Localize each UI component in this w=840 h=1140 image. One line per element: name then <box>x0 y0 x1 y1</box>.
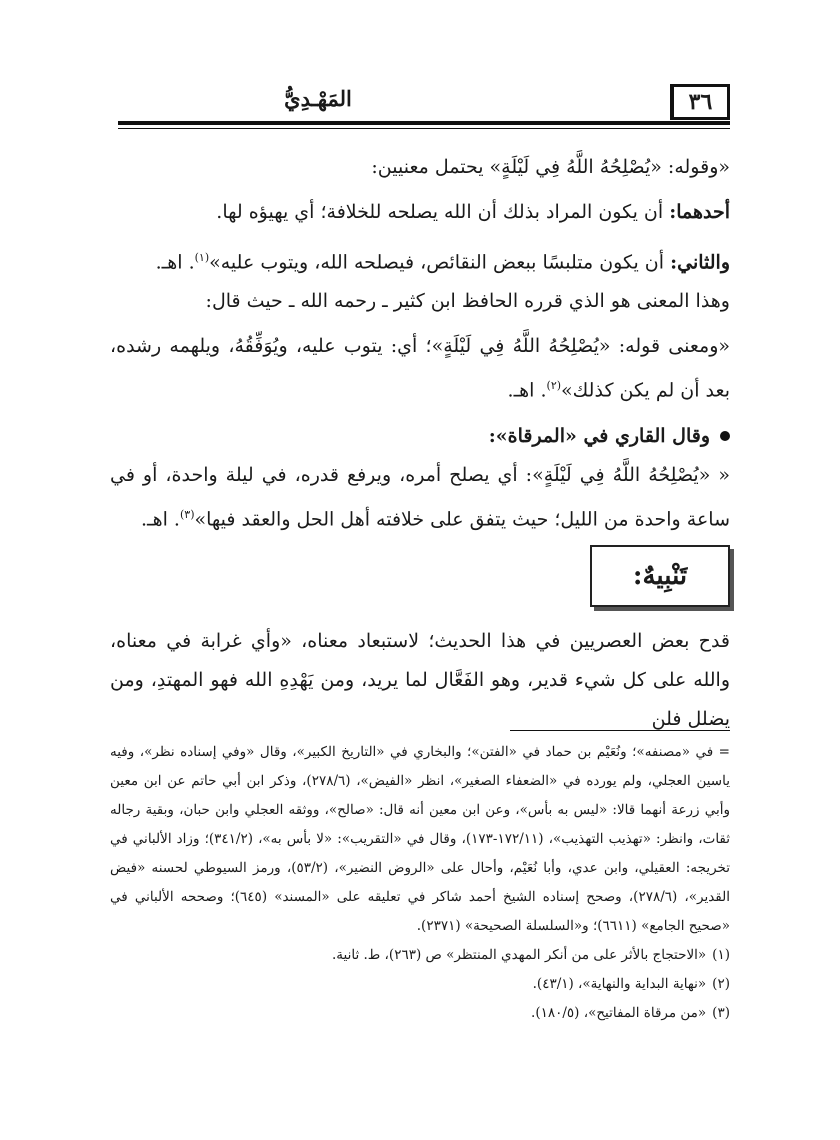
paragraph: قدح بعض العصريين في هذا الحديث؛ لاستبعاد معناه، «وأي غرابة في معناه، والله على كل شيء قدير، وهو الفَعَّال لما يريد، ومن يَهْدِهِ الله فهو المهتدِ، ومن يضلل فلن <box>110 630 730 730</box>
paragraph-end: . اهـ. <box>155 251 195 274</box>
paragraph-end: . اهـ. <box>140 507 180 530</box>
bullet-paragraph <box>110 417 730 456</box>
main-text-continued <box>110 622 730 739</box>
header-rule-thick <box>118 121 730 125</box>
footnote-text: «الاحتجاج بالأثر على من أنكر المهدي المنتظر» ص (٢٦٣)، ط. ثانية. <box>331 947 707 963</box>
footnote-ref: (١) <box>194 251 210 264</box>
footnote-number: (١) <box>712 947 730 963</box>
main-text <box>110 148 730 539</box>
footnote-item <box>110 999 730 1028</box>
paragraph <box>110 456 730 539</box>
footnote-continuation: = في «مصنفه»؛ ونُعَيْم بن حماد في «الفتن»؛ والبخاري في «التاريخ الكبير»، وقال «وفي إسناده نظر»، وفيه ياسين العجلي، ولم يورده في «الضعفاء الصغير»، انظر «الفيض»، (٢٧٨/٦)، وذكر ابن أبي حاتم عن ابن معين وأبي زرعة أنهما قالا: «ليس به بأس»، وعن ابن معين أنه قال: «صالح»، ووثقه العجلي وابن حبان، وبقية رجاله ثقات، وانظر: «تهذيب التهذيب»، (١٧٢/١١-١٧٣)، وقال في «التقريب»: «لا بأس به»، (٣٤١/٢)؛ وزاد الألباني في تخريجه: العقيلي، وابن عدي، وأبا نُعَيْم، وأحال على «الروض النضير»، (٥٣/٢)، ورمز السيوطي لحسنه «فيض القدير»، (٢٧٨/٦)، وصحح إسناده الشيخ أحمد شاكر في تعليقه على «المسند» (٦٤٥)؛ وصححه الألباني في «صحيح الجامع» (٦٦١١)؛ و«السلسلة الصحيحة» (٢٣٧١). <box>110 744 731 934</box>
paragraph-end: . اهـ. <box>507 379 547 402</box>
bullet-icon <box>720 431 730 441</box>
running-title: المَهْـدِيُّ <box>284 86 352 111</box>
footnote-number: (٣) <box>712 1005 730 1021</box>
footnote-text: «من مرقاة المفاتيح»، (١٨٠/٥). <box>531 1005 707 1021</box>
footnote-item <box>110 941 730 970</box>
footnote-text: «نهاية البداية والنهاية»، (٤٣/١). <box>532 976 707 992</box>
paragraph-text: « «يُصْلِحُهُ اللَّهُ فِي لَيْلَةٍ»: أي يصلح أمره، ويرفع قدره، في ليلة واحدة، أو في ساعة واحدة من الليل؛ حيث يتفق على خلافته أهل الحل والعقد فيها» <box>110 463 730 530</box>
paragraph <box>110 327 730 410</box>
paragraph-text: أن يكون المراد بذلك أن الله يصلحه للخلافة؛ أي يهيؤه لها. <box>216 201 670 223</box>
footnote-divider <box>510 730 730 731</box>
paragraph <box>110 238 730 282</box>
header-rule-thin <box>118 128 730 129</box>
footnotes <box>110 738 730 1028</box>
paragraph-text: وقال القاري في «المرقاة»: <box>488 424 710 447</box>
paragraph-lead: أحدهما: <box>669 201 730 223</box>
footnote-ref: (٢) <box>546 379 562 393</box>
page-number: ٣٦ <box>670 84 730 120</box>
paragraph-text: أن يكون متلبسًا ببعض النقائص، فيصلحه الله، ويتوب عليه» <box>209 251 671 274</box>
notice-box <box>590 545 730 607</box>
footnote-ref: (٣) <box>179 507 195 521</box>
paragraph: «وقوله: «يُصْلِحُهُ اللَّهُ فِي لَيْلَةٍ» يحتمل معنيين: <box>371 156 730 178</box>
footnote-item <box>110 970 730 999</box>
footnote-number: (٢) <box>712 976 730 992</box>
paragraph <box>110 193 730 232</box>
paragraph-lead: والثاني: <box>670 251 730 274</box>
paragraph-text: «ومعنى قوله: «يُصْلِحُهُ اللَّهُ فِي لَيْلَةٍ»؛ أي: يتوب عليه، ويُوَفِّقُهُ، ويلهمه رشده، بعد أن لم يكن كذلك» <box>110 335 730 402</box>
notice-label: تَنْبِيهٌ: <box>590 545 730 607</box>
paragraph: وهذا المعنى هو الذي قرره الحافظ ابن كثير ـ رحمه الله ـ حيث قال: <box>205 290 730 313</box>
